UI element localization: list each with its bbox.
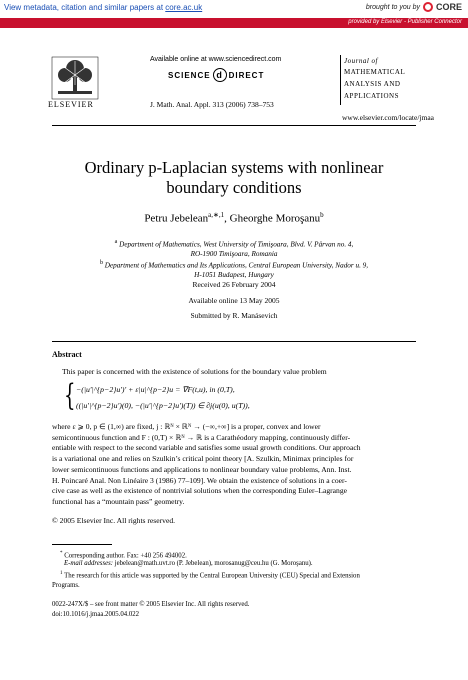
abstract-intro: This paper is concerned with the existence of solutions for the boundary value problem bbox=[62, 367, 327, 376]
journal-line-1: Journal of bbox=[344, 57, 378, 65]
email-text[interactable]: jebelean@math.uvt.ro (P. Jebelean), morosanug@ceu.hu (G. Moroşanu). bbox=[113, 560, 313, 567]
core-label: CORE bbox=[435, 2, 462, 12]
doi-line[interactable]: doi:10.1016/j.jmaa.2005.04.022 bbox=[52, 611, 140, 618]
title-line-2: boundary conditions bbox=[166, 178, 302, 197]
affil-b-sup: b bbox=[99, 260, 103, 266]
footnote-divider bbox=[52, 544, 112, 545]
footnote-2-mark: 1 bbox=[60, 571, 63, 576]
footnote-1-text: Corresponding author. Fax: +40 256 494002. bbox=[64, 552, 187, 560]
abstract-line-4: is a variational one and relies on Szulkin’s critical point theory [A. Szulkin, Minimax principles for bbox=[52, 454, 354, 464]
abstract-line-6: H. Poincaré Anal. Non Linéaire 3 (1986) 77–109]. We obtain the existence of solutions in a coer- bbox=[52, 475, 347, 485]
abstract-copyright: © 2005 Elsevier Inc. All rights reserved. bbox=[52, 516, 176, 525]
footnote-1-mark: * bbox=[60, 551, 63, 556]
metadata-link[interactable] bbox=[4, 3, 202, 12]
core-logo-icon bbox=[423, 2, 433, 12]
core-ac-uk-link[interactable]: core.ac.uk bbox=[165, 3, 203, 12]
abstract-line-1: where ε ⩾ 0, p ∈ (1,∞) are fixed, j : ℝᴺ × ℝᴺ → (−∞,+∞] is a proper, convex and lower bbox=[52, 422, 321, 431]
provider-text[interactable]: provided by Elsevier - Publisher Connector bbox=[348, 19, 462, 25]
journal-citation: J. Math. Anal. Appl. 313 (2006) 738–753 bbox=[150, 100, 274, 109]
author-sep: , bbox=[224, 212, 230, 225]
brought-to-you-text: brought to you by bbox=[365, 3, 420, 11]
footnote-2 bbox=[52, 569, 416, 590]
available-date: Available online 13 May 2005 bbox=[188, 296, 280, 305]
received-date: Received 26 February 2004 bbox=[192, 280, 276, 289]
publisher-logo-text: ELSEVIER bbox=[48, 100, 94, 109]
sd-right: DIRECT bbox=[228, 71, 265, 80]
footnote-2-line-1: The research for this article was supported by the Central European University (CEU) Special and Extension bbox=[64, 572, 360, 580]
footnote-email bbox=[64, 559, 420, 569]
title-line-1: Ordinary p-Laplacian systems with nonlinear bbox=[84, 158, 384, 177]
equation-line-1: −(|u′|^{p−2}u′)′ + ε|u|^{p−2}u = ∇F(t,u), in (0,T), bbox=[76, 385, 235, 394]
sd-left: SCIENCE bbox=[168, 71, 211, 80]
abstract-line-3: entiable with respect to the second variable and satisfies some usual growth conditions. Our approach bbox=[52, 443, 361, 453]
affil-b-line-2: H-1051 Budapest, Hungary bbox=[194, 271, 274, 280]
affil-a-line-1: Department of Mathematics, West University of Timişoara, Blvd. V. Pârvan no. 4, bbox=[119, 240, 354, 249]
author-1: Petru Jebelean bbox=[144, 212, 209, 225]
journal-line-2: MATHEMATICAL bbox=[344, 68, 406, 76]
abstract-body bbox=[52, 422, 416, 508]
equation-line-2: ((|u′|^{p−2}u′)(0), −(|u′|^{p−2}u′)(T)) ∈ ∂j(u(0), u(T)), bbox=[76, 401, 250, 410]
author-list bbox=[40, 211, 428, 225]
affil-a-sup: a bbox=[114, 239, 118, 245]
header-divider bbox=[52, 125, 416, 126]
abstract-line-8: functional has a “mountain pass” geometry. bbox=[52, 496, 185, 506]
journal-line-3: ANALYSIS AND bbox=[344, 80, 401, 88]
email-label: E-mail addresses: bbox=[64, 560, 114, 567]
abstract-line-2: semicontinuous function and F : (0,T) × ℝᴺ → ℝ is a Carathéodory mapping, continuously differ- bbox=[52, 432, 351, 442]
core-topbar bbox=[0, 0, 468, 18]
author-2: Gheorghe Moroşanu bbox=[229, 212, 321, 225]
affil-a-line-2: RO-1900 Timişoara, Romania bbox=[190, 250, 278, 259]
abstract-heading: Abstract bbox=[52, 350, 82, 359]
footnote-2-line-2: Programs. bbox=[52, 581, 80, 589]
paper-title bbox=[40, 158, 428, 198]
system-brace-icon: { bbox=[64, 378, 76, 413]
abstract-line-7: cive case as well as the existence of nontrivial solutions when the corresponding Euler–Lagrange bbox=[52, 486, 348, 496]
core-branding[interactable] bbox=[366, 2, 462, 12]
abstract-line-5: lower semicontinuous functions and applications to nonlinear boundary value problems, Ann. Inst. bbox=[52, 464, 352, 474]
available-online: Available online at www.sciencedirect.com bbox=[150, 56, 282, 63]
author-2-sup: b bbox=[320, 211, 324, 219]
affil-b-line-1: Department of Mathematics and Its Applications, Central European University, Nador u. 9, bbox=[104, 261, 369, 270]
sd-at-icon: d bbox=[213, 68, 227, 82]
journal-website[interactable]: www.elsevier.com/locate/jmaa bbox=[342, 113, 434, 122]
issn-line: 0022-247X/$ – see front matter © 2005 Elsevier Inc. All rights reserved. bbox=[52, 601, 250, 608]
submitted-by: Submitted by R. Manásevich bbox=[190, 311, 278, 320]
metadata-prefix: View metadata, citation and similar papers at bbox=[4, 3, 166, 12]
elsevier-tree-icon bbox=[50, 55, 100, 105]
sciencedirect-logo bbox=[168, 68, 264, 82]
affiliation-b bbox=[60, 258, 408, 280]
abstract-divider bbox=[52, 341, 416, 342]
journal-line-4: APPLICATIONS bbox=[344, 92, 400, 100]
author-1-sup: a,∗,1 bbox=[208, 211, 225, 219]
affiliation-a bbox=[60, 237, 408, 259]
